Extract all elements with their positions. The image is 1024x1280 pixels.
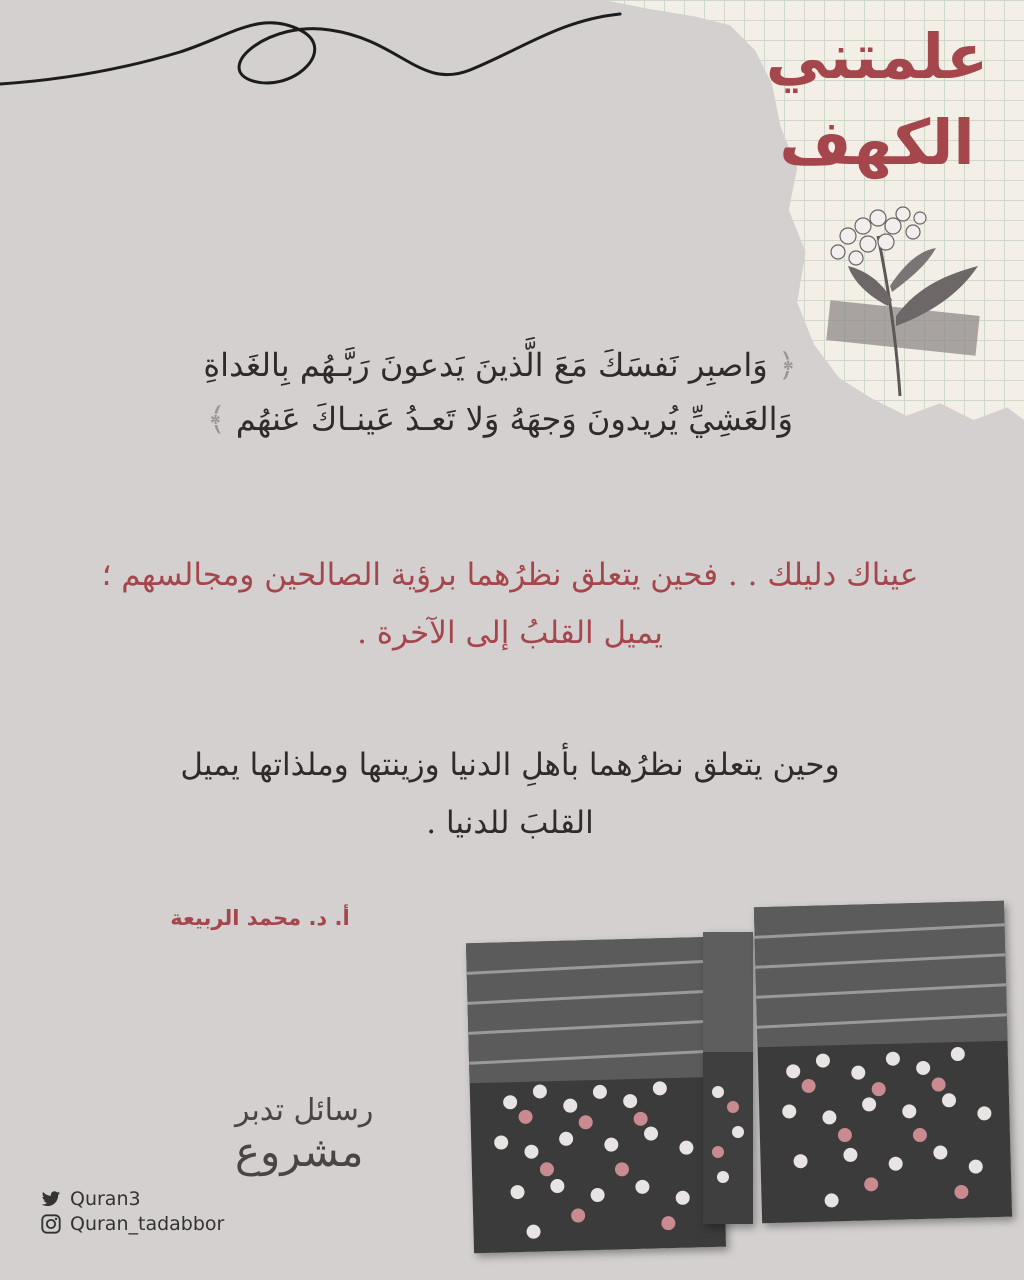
photo-worshippers-right [754, 901, 1012, 1223]
quran-verse [120, 338, 880, 446]
verse-close-ornament: ﴾ [207, 400, 226, 438]
photo-worshippers-left [466, 937, 726, 1253]
decorative-squiggle [0, 0, 620, 110]
verse-line-2: وَالعَشِيِّ يُريدونَ وَجهَهُ وَلا تَعـدُ عَينـاكَ عَنهُم [235, 400, 793, 438]
instagram-handle: Quran_tadabbor [70, 1213, 225, 1235]
photo-worshippers-strip [703, 932, 753, 1224]
reflection-dark-line-2: القلبَ للدنيا . [426, 805, 594, 841]
page-title-line2: الكهف [779, 106, 975, 179]
page-title-line1: علمتني [765, 20, 989, 93]
reflection-red-line-2: يميل القلبُ إلى الآخرة . [357, 615, 663, 651]
reflection-red-line-1: عيناك دليلك . . فحين يتعلق نظرُهما برؤية الصالحين ومجالسهم ؛ [101, 557, 919, 593]
reflection-dark-line-1: وحين يتعلق نظرُهما بأهلِ الدنيا وزينتها وملذاتها يميل [180, 747, 840, 783]
reflection-dark [70, 736, 950, 852]
project-logo [40, 1078, 374, 1188]
twitter-icon [40, 1188, 62, 1210]
verse-line-1: وَاصبِر نَفسَكَ مَعَ الَّذينَ يَدعونَ رَبَّـهُم بِالغَداةِ [203, 346, 768, 384]
instagram-icon [40, 1213, 62, 1235]
instagram-link[interactable] [40, 1213, 224, 1235]
twitter-link[interactable] [40, 1188, 141, 1210]
twitter-handle: Quran3 [70, 1188, 141, 1210]
logo-text-bottom: مشروع [235, 1127, 364, 1176]
logo-text-top: رسائل تدبر [235, 1093, 374, 1128]
reflection-red [70, 546, 950, 662]
verse-open-ornament: ﴿ [777, 346, 797, 384]
author-name: أ. د. محمد الربيعة [170, 906, 350, 930]
